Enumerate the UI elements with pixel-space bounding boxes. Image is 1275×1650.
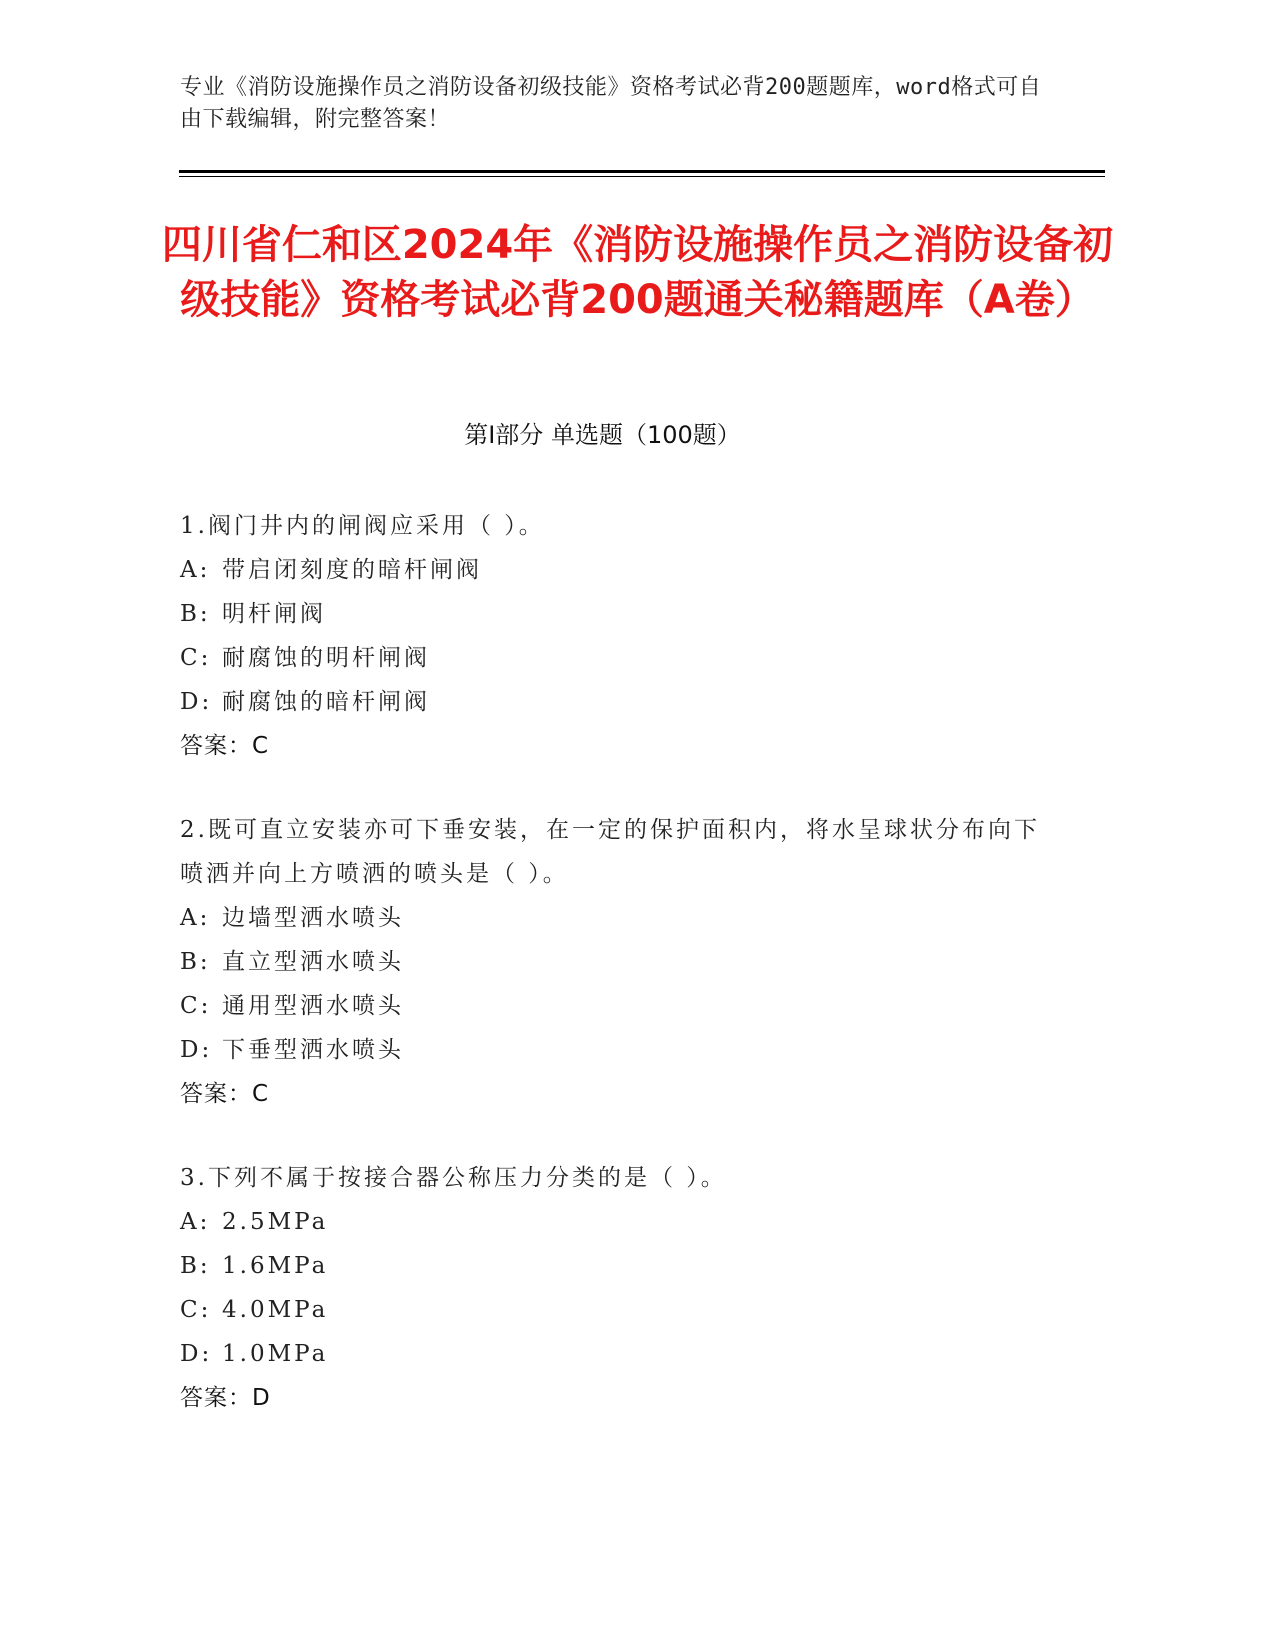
question-stem: 3.下列不属于按接合器公称压力分类的是（ ）。 [180,1165,727,1191]
option-text: 1.6MPa [222,1253,329,1279]
option-text: 明杆闸阀 [222,601,326,627]
option-text: 通用型洒水喷头 [222,993,404,1019]
option-key: D: [180,689,213,715]
option-key: A: [180,557,211,583]
option-key: A: [180,1209,211,1235]
option-b [180,592,1040,636]
option-key: B: [180,1253,211,1279]
header-rule-thick [179,170,1105,173]
option-text: 下垂型洒水喷头 [222,1037,404,1063]
question-stem: 1.阀门井内的闸阀应采用（ ）。 [180,513,545,539]
option-key: C: [180,993,212,1019]
option-b [180,940,1040,984]
option-key: D: [180,1037,213,1063]
question-2 [180,808,1040,1116]
header-rule-thin [179,176,1105,177]
option-text: 直立型洒水喷头 [222,949,404,975]
option-key: B: [180,949,211,975]
option-text: 1.0MPa [222,1341,329,1367]
header-note: 专业《消防设施操作员之消防设备初级技能》资格考试必背200题题库，word格式可自由下载编辑，附完整答案！ [180,75,1042,132]
option-c [180,1288,1040,1332]
answer-line: 答案：C [180,733,270,759]
option-d [180,1028,1040,1072]
option-c [180,636,1040,680]
option-d [180,1332,1040,1376]
option-c [180,984,1040,1028]
option-key: D: [180,1341,213,1367]
option-key: C: [180,1297,212,1323]
option-text: 带启闭刻度的暗杆闸阀 [222,557,482,583]
option-d [180,680,1040,724]
question-1 [180,504,1040,768]
answer-line: 答案：C [180,1081,270,1107]
option-key: B: [180,601,211,627]
question-stem: 2.既可直立安装亦可下垂安装，在一定的保护面积内，将水呈球状分布向下喷洒并向上方喷洒的喷头是（ ）。 [180,817,1040,887]
option-text: 边墙型洒水喷头 [222,905,404,931]
option-a [180,548,1040,592]
option-b [180,1244,1040,1288]
option-text: 耐腐蚀的明杆闸阀 [222,645,430,671]
document-title: 四川省仁和区2024年《消防设施操作员之消防设备初级技能》资格考试必背200题通关秘籍题库（A卷） [161,222,1114,323]
option-text: 耐腐蚀的暗杆闸阀 [222,689,430,715]
option-key: C: [180,645,212,671]
option-key: A: [180,905,211,931]
section-heading: 第Ⅰ部分 单选题（100题） [464,421,741,449]
question-3 [180,1156,1040,1420]
option-a [180,1200,1040,1244]
option-a [180,896,1040,940]
option-text: 4.0MPa [222,1297,329,1323]
answer-line: 答案：D [180,1385,271,1411]
option-text: 2.5MPa [222,1209,329,1235]
